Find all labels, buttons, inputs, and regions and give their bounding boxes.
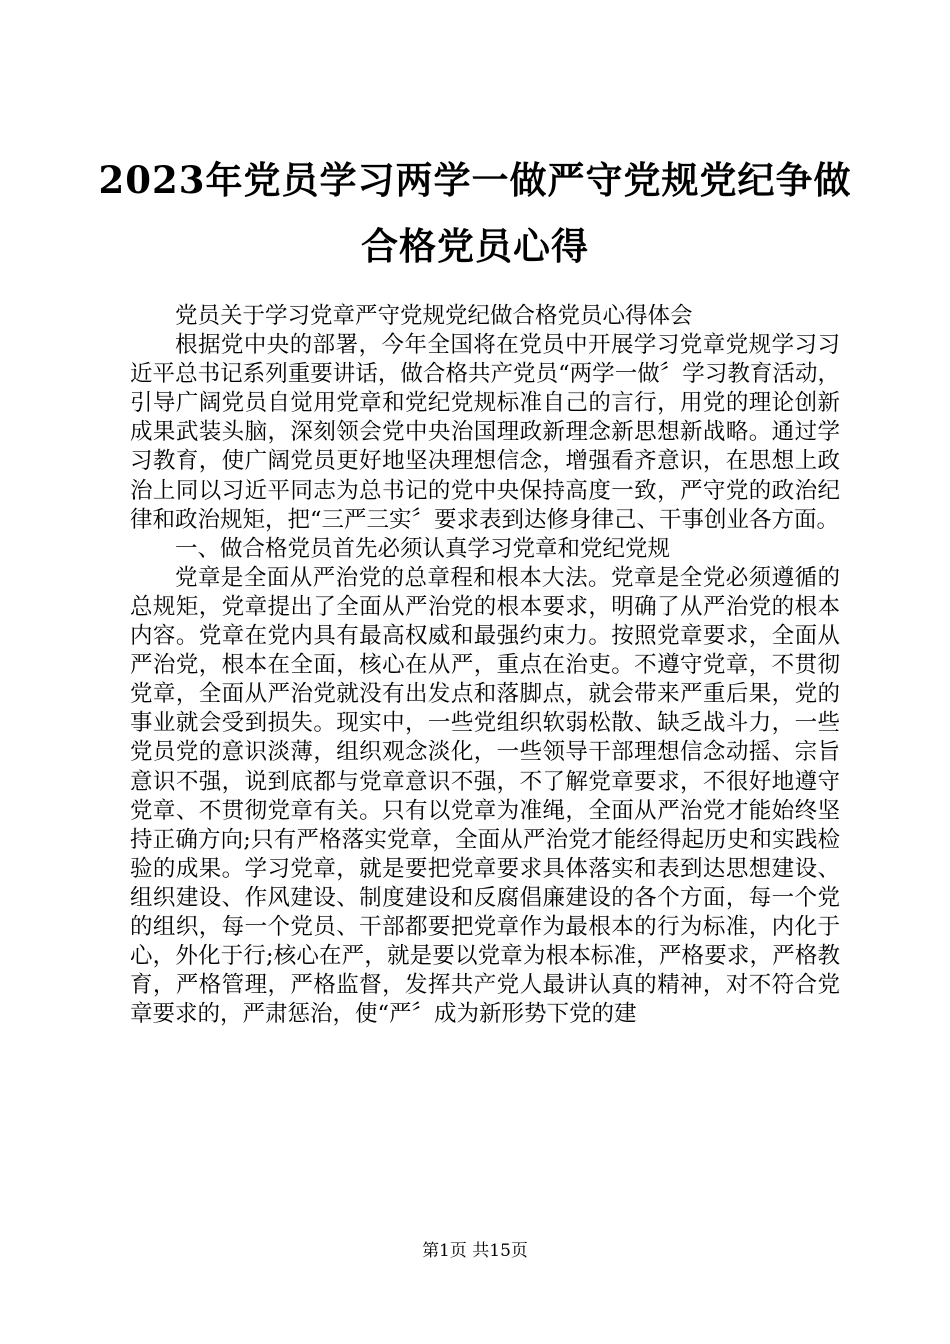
paragraph-subtitle: 党员关于学习党章严守党规党纪做合格党员心得体会 [175,303,693,329]
page-number: 第1页 [422,1241,467,1261]
document-title-line-1: 2023年党员学习两学一做严守党规党纪争做 [98,158,852,202]
page-total: 共15页 [472,1241,528,1261]
section-heading-1: 一、做合格党员首先必须认真学习党章和党纪党规 [175,535,671,562]
document-title-line-2: 合格党员心得 [361,224,589,268]
document-body [130,302,840,1029]
paragraph-section-1: 党章是全面从严治党的总章程和根本大法。党章是全党必须遵循的总规矩，党章提出了全面从严治党的根本要求，明确了从严治党的根本内容。党章在党内具有最高权威和最强约束力。按照党章要求，全面从严治党，根本在全面，核心在从严，重点在治吏。不遵守党章，不贯彻党章，全面从严治党就没有出发点和落脚点，就会带来严重后果，党的事业就会受到损失。现实中，一些党组织软弱松散、缺乏战斗力，一些党员党的意识淡薄，组织观念淡化，一些领导干部理想信念动摇、宗旨意识不强，说到底都与党章意识不强，不了解党章要求，不很好地遵守党章、不贯彻党章有关。只有以党章为准绳，全面从严治党才能始终坚持正确方向;只有严格落实党章，全面从严治党才能经得起历史和实践检验的成果。学习党章，就是要把党章要求具体落实和表到达思想建设、组织建设、作风建设、制度建设和反腐倡廉建设的各个方面，每一个党的组织，每一个党员、干部都要把党章作为最根本的行为标准，内化于心，外化于行;核心在严，就是要以党章为根本标准，严格要求，严格教育，严格管理，严格监督，发挥共产党人最讲认真的精神，对不符合党章要求的，严肃惩治，使“严〞成为新形势下党的建 [130,564,840,1028]
page-footer [0,1239,950,1263]
paragraph-intro: 根据党中央的部署，今年全国将在党员中开展学习党章党规学习习近平总书记系列重要讲话，做合格共产党员“两学一做〞学习教育活动，引导广阔党员自觉用党章和党纪党规标准自己的言行，用党的理论创新成果武装头脑，深刻领会党中央治国理政新理念新思想新战略。通过学习教育，使广阔党员更好地坚决理想信念，增强看齐意识，在思想上政治上同以习近平同志为总书记的党中央保持高度一致，严守党的政治纪律和政治规矩，把“三严三实〞要求表到达修身律己、干事创业各方面。 [130,332,840,533]
